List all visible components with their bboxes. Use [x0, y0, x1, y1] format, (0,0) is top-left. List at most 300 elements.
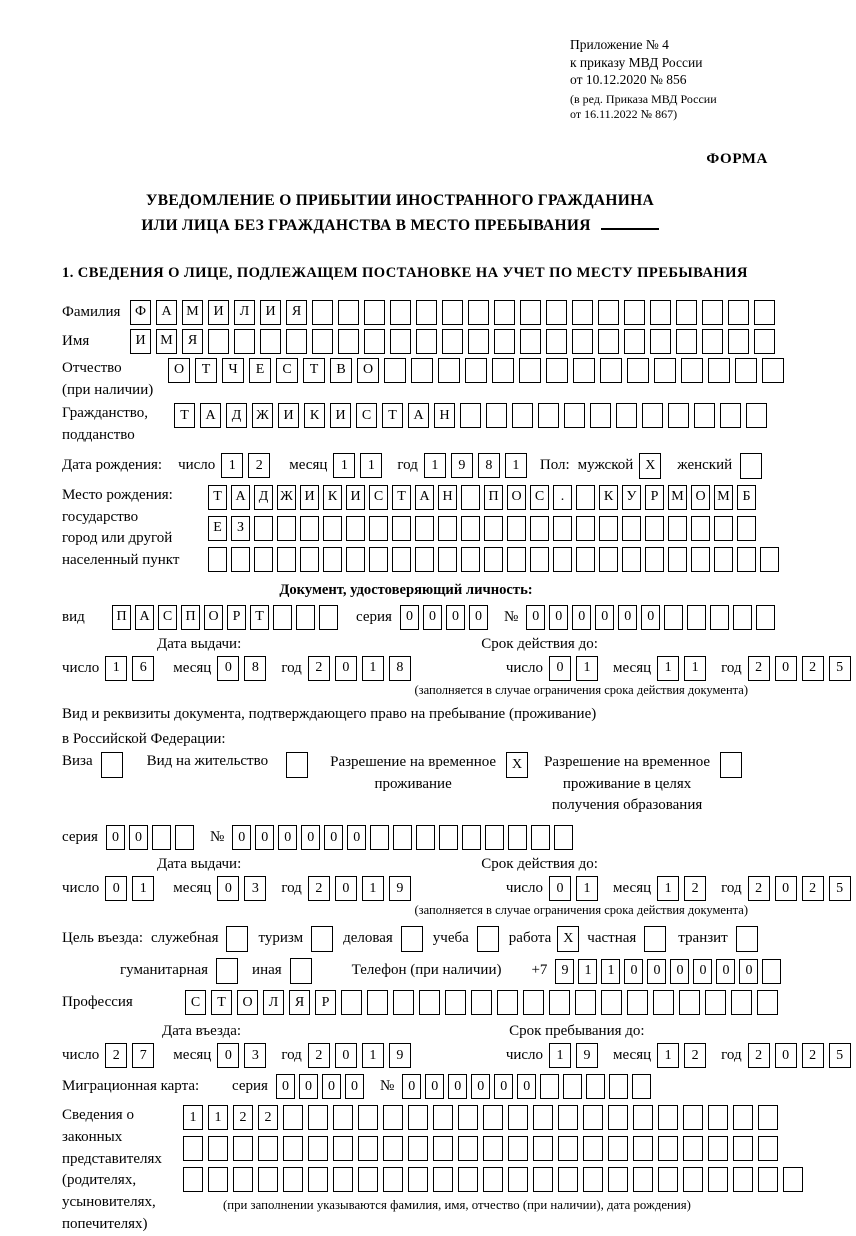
- char-cell[interactable]: X: [557, 926, 579, 952]
- char-cell[interactable]: [477, 926, 499, 952]
- char-cell[interactable]: [367, 990, 388, 1015]
- char-cell[interactable]: 2: [748, 876, 770, 901]
- char-cell[interactable]: [608, 1105, 628, 1130]
- char-cell[interactable]: 0: [425, 1074, 444, 1099]
- char-cell[interactable]: 0: [347, 825, 366, 850]
- char-cell[interactable]: П: [181, 605, 200, 630]
- char-cell[interactable]: [208, 1136, 228, 1161]
- char-cell[interactable]: [283, 1136, 303, 1161]
- char-cell[interactable]: [234, 329, 255, 354]
- char-cell[interactable]: [644, 926, 666, 952]
- char-cell[interactable]: [760, 547, 779, 572]
- char-cell[interactable]: Т: [211, 990, 232, 1015]
- char-cell[interactable]: 1: [549, 1043, 571, 1068]
- char-cell[interactable]: [572, 300, 593, 325]
- char-cell[interactable]: [393, 825, 412, 850]
- char-cell[interactable]: [484, 547, 503, 572]
- char-cell[interactable]: [533, 1105, 553, 1130]
- char-cell[interactable]: [737, 547, 756, 572]
- char-cell[interactable]: [583, 1136, 603, 1161]
- char-cell[interactable]: [468, 300, 489, 325]
- char-cell[interactable]: 7: [132, 1043, 154, 1068]
- char-cell[interactable]: 0: [255, 825, 274, 850]
- char-cell[interactable]: Т: [303, 358, 325, 383]
- char-cell[interactable]: [758, 1136, 778, 1161]
- char-cell[interactable]: [458, 1105, 478, 1130]
- char-cell[interactable]: [599, 516, 618, 541]
- char-cell[interactable]: [546, 358, 568, 383]
- char-cell[interactable]: [523, 990, 544, 1015]
- char-cell[interactable]: [705, 990, 726, 1015]
- char-cell[interactable]: 9: [451, 453, 473, 478]
- char-cell[interactable]: К: [599, 485, 618, 510]
- char-cell[interactable]: [438, 516, 457, 541]
- char-cell[interactable]: [338, 329, 359, 354]
- char-cell[interactable]: Н: [438, 485, 457, 510]
- char-cell[interactable]: Т: [208, 485, 227, 510]
- char-cell[interactable]: 1: [333, 453, 355, 478]
- char-cell[interactable]: Ж: [252, 403, 273, 428]
- char-cell[interactable]: [616, 403, 637, 428]
- char-cell[interactable]: Л: [234, 300, 255, 325]
- char-cell[interactable]: [341, 990, 362, 1015]
- char-cell[interactable]: [600, 358, 622, 383]
- char-cell[interactable]: [296, 605, 315, 630]
- char-cell[interactable]: [599, 547, 618, 572]
- char-cell[interactable]: 0: [446, 605, 465, 630]
- char-cell[interactable]: [101, 752, 123, 778]
- char-cell[interactable]: [653, 990, 674, 1015]
- char-cell[interactable]: [390, 300, 411, 325]
- char-cell[interactable]: [654, 358, 676, 383]
- char-cell[interactable]: 0: [471, 1074, 490, 1099]
- char-cell[interactable]: 1: [362, 876, 384, 901]
- char-cell[interactable]: 2: [248, 453, 270, 478]
- char-cell[interactable]: 0: [423, 605, 442, 630]
- char-cell[interactable]: [370, 825, 389, 850]
- char-cell[interactable]: [598, 329, 619, 354]
- char-cell[interactable]: [683, 1136, 703, 1161]
- char-cell[interactable]: [438, 358, 460, 383]
- char-cell[interactable]: [668, 547, 687, 572]
- char-cell[interactable]: У: [622, 485, 641, 510]
- char-cell[interactable]: [546, 300, 567, 325]
- char-cell[interactable]: [364, 300, 385, 325]
- char-cell[interactable]: 1: [505, 453, 527, 478]
- char-cell[interactable]: [676, 300, 697, 325]
- char-cell[interactable]: 1: [576, 876, 598, 901]
- char-cell[interactable]: А: [415, 485, 434, 510]
- char-cell[interactable]: [312, 329, 333, 354]
- char-cell[interactable]: 5: [829, 876, 851, 901]
- char-cell[interactable]: [632, 1074, 651, 1099]
- char-cell[interactable]: [323, 547, 342, 572]
- char-cell[interactable]: 2: [802, 1043, 824, 1068]
- char-cell[interactable]: Ж: [277, 485, 296, 510]
- char-cell[interactable]: [624, 329, 645, 354]
- char-cell[interactable]: [258, 1136, 278, 1161]
- char-cell[interactable]: [658, 1167, 678, 1192]
- char-cell[interactable]: [286, 329, 307, 354]
- char-cell[interactable]: [175, 825, 194, 850]
- char-cell[interactable]: [733, 1136, 753, 1161]
- char-cell[interactable]: 2: [308, 876, 330, 901]
- char-cell[interactable]: М: [668, 485, 687, 510]
- char-cell[interactable]: [687, 605, 706, 630]
- char-cell[interactable]: [691, 516, 710, 541]
- char-cell[interactable]: И: [300, 485, 319, 510]
- char-cell[interactable]: 0: [335, 876, 357, 901]
- char-cell[interactable]: [572, 329, 593, 354]
- char-cell[interactable]: [583, 1167, 603, 1192]
- char-cell[interactable]: [702, 300, 723, 325]
- char-cell[interactable]: 2: [748, 656, 770, 681]
- char-cell[interactable]: 0: [322, 1074, 341, 1099]
- char-cell[interactable]: М: [182, 300, 203, 325]
- char-cell[interactable]: [462, 825, 481, 850]
- char-cell[interactable]: [283, 1167, 303, 1192]
- char-cell[interactable]: [277, 547, 296, 572]
- char-cell[interactable]: [383, 1105, 403, 1130]
- char-cell[interactable]: О: [237, 990, 258, 1015]
- char-cell[interactable]: [650, 329, 671, 354]
- char-cell[interactable]: 1: [208, 1105, 228, 1130]
- char-cell[interactable]: [439, 825, 458, 850]
- char-cell[interactable]: [483, 1167, 503, 1192]
- char-cell[interactable]: [714, 547, 733, 572]
- char-cell[interactable]: [408, 1105, 428, 1130]
- char-cell[interactable]: 0: [299, 1074, 318, 1099]
- char-cell[interactable]: 0: [448, 1074, 467, 1099]
- char-cell[interactable]: [757, 990, 778, 1015]
- char-cell[interactable]: [408, 1136, 428, 1161]
- char-cell[interactable]: [609, 1074, 628, 1099]
- char-cell[interactable]: А: [156, 300, 177, 325]
- char-cell[interactable]: [645, 547, 664, 572]
- char-cell[interactable]: [733, 605, 752, 630]
- char-cell[interactable]: 0: [572, 605, 591, 630]
- char-cell[interactable]: 0: [775, 656, 797, 681]
- char-cell[interactable]: [260, 329, 281, 354]
- char-cell[interactable]: И: [346, 485, 365, 510]
- char-cell[interactable]: И: [130, 329, 151, 354]
- char-cell[interactable]: [364, 329, 385, 354]
- char-cell[interactable]: 5: [829, 1043, 851, 1068]
- char-cell[interactable]: X: [639, 453, 661, 479]
- char-cell[interactable]: И: [260, 300, 281, 325]
- char-cell[interactable]: [576, 485, 595, 510]
- char-cell[interactable]: [622, 516, 641, 541]
- char-cell[interactable]: [530, 516, 549, 541]
- char-cell[interactable]: 0: [106, 825, 125, 850]
- char-cell[interactable]: 2: [308, 1043, 330, 1068]
- char-cell[interactable]: 1: [657, 876, 679, 901]
- char-cell[interactable]: М: [156, 329, 177, 354]
- char-cell[interactable]: 1: [576, 656, 598, 681]
- char-cell[interactable]: 0: [549, 876, 571, 901]
- char-cell[interactable]: [627, 990, 648, 1015]
- char-cell[interactable]: [691, 547, 710, 572]
- char-cell[interactable]: И: [208, 300, 229, 325]
- char-cell[interactable]: [497, 990, 518, 1015]
- char-cell[interactable]: Я: [182, 329, 203, 354]
- char-cell[interactable]: 0: [595, 605, 614, 630]
- char-cell[interactable]: [290, 958, 312, 984]
- char-cell[interactable]: [762, 959, 781, 984]
- char-cell[interactable]: Н: [434, 403, 455, 428]
- char-cell[interactable]: 1: [684, 656, 706, 681]
- char-cell[interactable]: 1: [601, 959, 620, 984]
- char-cell[interactable]: 0: [549, 656, 571, 681]
- char-cell[interactable]: 0: [775, 1043, 797, 1068]
- char-cell[interactable]: [575, 990, 596, 1015]
- char-cell[interactable]: [461, 485, 480, 510]
- char-cell[interactable]: Е: [208, 516, 227, 541]
- char-cell[interactable]: [530, 547, 549, 572]
- char-cell[interactable]: [300, 516, 319, 541]
- char-cell[interactable]: [520, 329, 541, 354]
- char-cell[interactable]: [573, 358, 595, 383]
- char-cell[interactable]: [461, 547, 480, 572]
- char-cell[interactable]: Т: [174, 403, 195, 428]
- char-cell[interactable]: С: [530, 485, 549, 510]
- char-cell[interactable]: [710, 605, 729, 630]
- char-cell[interactable]: [533, 1167, 553, 1192]
- char-cell[interactable]: [608, 1167, 628, 1192]
- char-cell[interactable]: [383, 1136, 403, 1161]
- char-cell[interactable]: 0: [693, 959, 712, 984]
- char-cell[interactable]: [383, 1167, 403, 1192]
- char-cell[interactable]: Р: [227, 605, 246, 630]
- char-cell[interactable]: 0: [517, 1074, 536, 1099]
- char-cell[interactable]: 0: [276, 1074, 295, 1099]
- char-cell[interactable]: А: [200, 403, 221, 428]
- char-cell[interactable]: [311, 926, 333, 952]
- char-cell[interactable]: [754, 300, 775, 325]
- char-cell[interactable]: Т: [382, 403, 403, 428]
- char-cell[interactable]: [319, 605, 338, 630]
- char-cell[interactable]: 1: [362, 656, 384, 681]
- char-cell[interactable]: О: [507, 485, 526, 510]
- char-cell[interactable]: [633, 1136, 653, 1161]
- char-cell[interactable]: С: [276, 358, 298, 383]
- char-cell[interactable]: 9: [555, 959, 574, 984]
- char-cell[interactable]: Т: [195, 358, 217, 383]
- char-cell[interactable]: [445, 990, 466, 1015]
- char-cell[interactable]: 2: [684, 876, 706, 901]
- char-cell[interactable]: О: [691, 485, 710, 510]
- char-cell[interactable]: 2: [802, 876, 824, 901]
- char-cell[interactable]: [494, 300, 515, 325]
- char-cell[interactable]: 2: [802, 656, 824, 681]
- char-cell[interactable]: [558, 1136, 578, 1161]
- char-cell[interactable]: [758, 1105, 778, 1130]
- char-cell[interactable]: [553, 516, 572, 541]
- char-cell[interactable]: [442, 329, 463, 354]
- char-cell[interactable]: [758, 1167, 778, 1192]
- char-cell[interactable]: 0: [217, 876, 239, 901]
- char-cell[interactable]: [233, 1167, 253, 1192]
- char-cell[interactable]: [627, 358, 649, 383]
- char-cell[interactable]: А: [135, 605, 154, 630]
- char-cell[interactable]: [668, 516, 687, 541]
- char-cell[interactable]: [286, 752, 308, 778]
- char-cell[interactable]: [433, 1167, 453, 1192]
- char-cell[interactable]: Т: [250, 605, 269, 630]
- char-cell[interactable]: Р: [315, 990, 336, 1015]
- char-cell[interactable]: 0: [278, 825, 297, 850]
- char-cell[interactable]: [658, 1105, 678, 1130]
- char-cell[interactable]: [333, 1136, 353, 1161]
- char-cell[interactable]: 0: [400, 605, 419, 630]
- char-cell[interactable]: [624, 300, 645, 325]
- char-cell[interactable]: [564, 403, 585, 428]
- char-cell[interactable]: С: [356, 403, 377, 428]
- char-cell[interactable]: [484, 516, 503, 541]
- char-cell[interactable]: [558, 1105, 578, 1130]
- char-cell[interactable]: 1: [360, 453, 382, 478]
- char-cell[interactable]: 0: [301, 825, 320, 850]
- char-cell[interactable]: [308, 1105, 328, 1130]
- char-cell[interactable]: [273, 605, 292, 630]
- char-cell[interactable]: [392, 547, 411, 572]
- char-cell[interactable]: 1: [657, 1043, 679, 1068]
- char-cell[interactable]: С: [158, 605, 177, 630]
- char-cell[interactable]: [277, 516, 296, 541]
- char-cell[interactable]: [408, 1167, 428, 1192]
- char-cell[interactable]: Я: [289, 990, 310, 1015]
- char-cell[interactable]: [746, 403, 767, 428]
- char-cell[interactable]: М: [714, 485, 733, 510]
- char-cell[interactable]: Ф: [130, 300, 151, 325]
- char-cell[interactable]: 8: [389, 656, 411, 681]
- char-cell[interactable]: [679, 990, 700, 1015]
- char-cell[interactable]: 1: [105, 656, 127, 681]
- char-cell[interactable]: [384, 358, 406, 383]
- char-cell[interactable]: [433, 1136, 453, 1161]
- char-cell[interactable]: [512, 403, 533, 428]
- char-cell[interactable]: [508, 1167, 528, 1192]
- char-cell[interactable]: [708, 1167, 728, 1192]
- char-cell[interactable]: 0: [716, 959, 735, 984]
- char-cell[interactable]: 0: [647, 959, 666, 984]
- char-cell[interactable]: 5: [829, 656, 851, 681]
- char-cell[interactable]: [226, 926, 248, 952]
- char-cell[interactable]: 9: [389, 876, 411, 901]
- char-cell[interactable]: И: [330, 403, 351, 428]
- char-cell[interactable]: 0: [469, 605, 488, 630]
- char-cell[interactable]: 0: [335, 1043, 357, 1068]
- char-cell[interactable]: 0: [739, 959, 758, 984]
- char-cell[interactable]: [694, 403, 715, 428]
- char-cell[interactable]: [633, 1167, 653, 1192]
- char-cell[interactable]: [485, 825, 504, 850]
- char-cell[interactable]: [346, 516, 365, 541]
- char-cell[interactable]: [346, 547, 365, 572]
- char-cell[interactable]: [369, 516, 388, 541]
- char-cell[interactable]: 0: [624, 959, 643, 984]
- char-cell[interactable]: [231, 547, 250, 572]
- char-cell[interactable]: [520, 300, 541, 325]
- char-cell[interactable]: [323, 516, 342, 541]
- char-cell[interactable]: [507, 516, 526, 541]
- char-cell[interactable]: [720, 752, 742, 778]
- char-cell[interactable]: [583, 1105, 603, 1130]
- char-cell[interactable]: Д: [226, 403, 247, 428]
- char-cell[interactable]: [338, 300, 359, 325]
- char-cell[interactable]: [458, 1167, 478, 1192]
- char-cell[interactable]: О: [168, 358, 190, 383]
- char-cell[interactable]: 0: [324, 825, 343, 850]
- char-cell[interactable]: П: [112, 605, 131, 630]
- char-cell[interactable]: [358, 1136, 378, 1161]
- char-cell[interactable]: 1: [221, 453, 243, 478]
- char-cell[interactable]: [733, 1105, 753, 1130]
- char-cell[interactable]: 0: [105, 876, 127, 901]
- char-cell[interactable]: 9: [576, 1043, 598, 1068]
- char-cell[interactable]: [416, 329, 437, 354]
- char-cell[interactable]: [308, 1167, 328, 1192]
- char-cell[interactable]: [492, 358, 514, 383]
- char-cell[interactable]: [586, 1074, 605, 1099]
- char-cell[interactable]: [308, 1136, 328, 1161]
- char-cell[interactable]: [369, 547, 388, 572]
- char-cell[interactable]: Л: [263, 990, 284, 1015]
- char-cell[interactable]: Д: [254, 485, 273, 510]
- char-cell[interactable]: .: [553, 485, 572, 510]
- char-cell[interactable]: [681, 358, 703, 383]
- char-cell[interactable]: [208, 1167, 228, 1192]
- char-cell[interactable]: 0: [402, 1074, 421, 1099]
- char-cell[interactable]: П: [484, 485, 503, 510]
- char-cell[interactable]: [633, 1105, 653, 1130]
- char-cell[interactable]: [728, 329, 749, 354]
- char-cell[interactable]: А: [231, 485, 250, 510]
- char-cell[interactable]: 1: [424, 453, 446, 478]
- char-cell[interactable]: [558, 1167, 578, 1192]
- char-cell[interactable]: [650, 300, 671, 325]
- char-cell[interactable]: [708, 358, 730, 383]
- char-cell[interactable]: [442, 300, 463, 325]
- char-cell[interactable]: 0: [217, 1043, 239, 1068]
- char-cell[interactable]: [553, 547, 572, 572]
- char-cell[interactable]: [208, 329, 229, 354]
- char-cell[interactable]: [233, 1136, 253, 1161]
- char-cell[interactable]: [216, 958, 238, 984]
- char-cell[interactable]: О: [204, 605, 223, 630]
- char-cell[interactable]: [737, 516, 756, 541]
- char-cell[interactable]: 0: [345, 1074, 364, 1099]
- char-cell[interactable]: [676, 329, 697, 354]
- char-cell[interactable]: [461, 516, 480, 541]
- char-cell[interactable]: 0: [618, 605, 637, 630]
- char-cell[interactable]: [433, 1105, 453, 1130]
- char-cell[interactable]: [508, 825, 527, 850]
- char-cell[interactable]: [390, 329, 411, 354]
- char-cell[interactable]: [540, 1074, 559, 1099]
- char-cell[interactable]: [731, 990, 752, 1015]
- char-cell[interactable]: [508, 1105, 528, 1130]
- char-cell[interactable]: [735, 358, 757, 383]
- char-cell[interactable]: 3: [244, 876, 266, 901]
- char-cell[interactable]: 0: [232, 825, 251, 850]
- char-cell[interactable]: 0: [335, 656, 357, 681]
- char-cell[interactable]: [507, 547, 526, 572]
- char-cell[interactable]: [358, 1105, 378, 1130]
- char-cell[interactable]: [438, 547, 457, 572]
- char-cell[interactable]: [416, 300, 437, 325]
- char-cell[interactable]: [740, 453, 762, 479]
